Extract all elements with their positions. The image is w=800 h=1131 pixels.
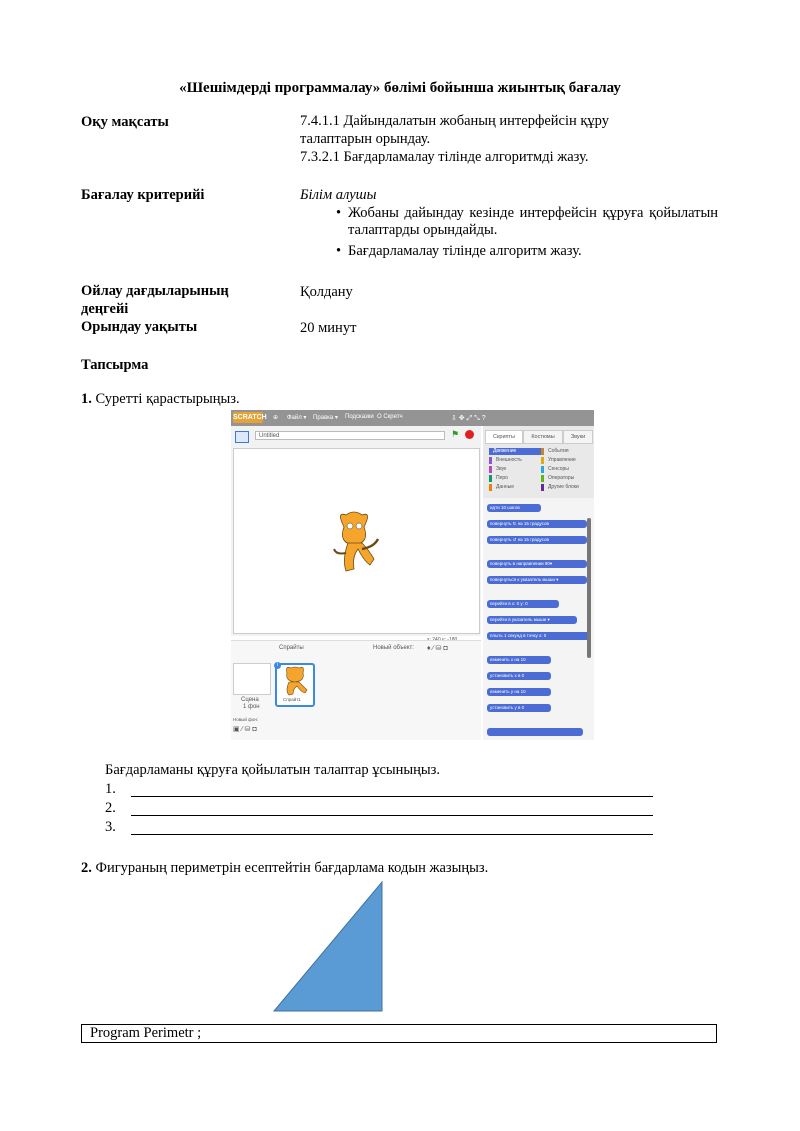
answer-number-3: 3.: [105, 819, 116, 835]
answer-line-1: [131, 796, 653, 797]
criteria-bullet-2: • Бағдарламалау тілінде алгоритм жазу.: [348, 243, 718, 260]
menu-tips: Подсказки: [345, 414, 374, 420]
category-pen: Перо: [489, 475, 508, 482]
new-object-label: Новый объект:: [373, 645, 414, 651]
new-backdrop-label: Новый фон:: [233, 717, 259, 722]
stage-canvas: [233, 448, 480, 634]
task-heading: Тапсырма: [81, 357, 149, 373]
menu-about: О Скретч: [377, 414, 403, 420]
tab-sounds: Звуки: [563, 430, 593, 444]
block-turn-left: повернуть ↺ на 15 градусов: [487, 536, 587, 544]
category-sensing: Сенсоры: [541, 466, 569, 473]
time-value: 20 минут: [300, 320, 357, 336]
criteria-label: Бағалау критерийі: [81, 187, 205, 203]
stage-label: Сцена: [241, 697, 259, 703]
category-more-blocks: Другие блоки: [541, 484, 579, 491]
task1-prompt: Бағдарламаны құруға қойылатын талаптар ұсыныңыз.: [105, 762, 440, 778]
answer-line-2: [131, 815, 653, 816]
answer-number-1: 1.: [105, 781, 116, 797]
scratch-menubar: [231, 410, 594, 426]
task2-line: [81, 860, 488, 877]
block-set-y: установить у в 0: [487, 704, 551, 712]
block-point-direction: повернуть в направлении 90▾: [487, 560, 587, 568]
block-point-towards: повернуться к указатель мыши ▾: [487, 576, 587, 584]
category-looks: Внешность: [489, 457, 522, 464]
category-data: Данные: [489, 484, 514, 491]
category-events: События: [541, 448, 569, 455]
new-backdrop-icons: ▣ ∕ ⛁ ◘: [233, 726, 257, 733]
tab-scripts: Скрипты: [485, 430, 523, 444]
scripts-area: [483, 498, 594, 740]
code-answer-box: Program Perimetr ;: [81, 1024, 717, 1043]
criteria-intro: Білім алушы: [300, 187, 377, 203]
block-go-to-xy: перейти в x: 0 y: 0: [487, 600, 559, 608]
tab-costumes: Костюмы: [523, 430, 563, 444]
block-palette: [483, 426, 594, 740]
block-change-x: изменить х на 10: [487, 656, 551, 664]
task2-text: Фигураның периметрін есептейтін бағдарлама кодын жазыңыз.: [95, 860, 489, 876]
stop-icon: [465, 430, 474, 439]
globe-icon: ⊕: [273, 415, 279, 421]
menu-edit: Правка ▾: [313, 415, 338, 421]
learning-goal-line-1: 7.4.1.1 Дайындалатын жобаның интерфейсін құру: [300, 113, 609, 129]
category-control: Управление: [541, 457, 576, 464]
block-turn-right: повернуть ↻ на 15 градусов: [487, 520, 587, 528]
task2-number: 2.: [81, 860, 92, 876]
thinking-label-2: деңгейі: [81, 301, 129, 317]
triangle-figure: [270, 878, 390, 1014]
sprites-label: Спрайты: [279, 645, 304, 651]
cat-thumbnail-icon: [277, 665, 313, 697]
page-title: «Шешімдерді программалау» бөлімі бойынша жиынтық бағалау: [179, 80, 621, 96]
stage-area: [231, 426, 481, 636]
toolbar-icons: ⇩ ✥ ⤢ ⤡ ?: [451, 415, 486, 422]
thinking-label-1: Ойлау дағдыларының: [81, 283, 229, 299]
thinking-value: Қолдану: [300, 284, 353, 300]
stage-thumbnail: [233, 663, 271, 695]
block-partial: [487, 728, 583, 736]
task1-number: 1.: [81, 391, 92, 407]
project-title-input: Untitled: [255, 431, 445, 440]
task1-text: Суретті қарастырыңыз.: [95, 391, 240, 407]
task1-line: [81, 391, 240, 408]
info-icon: i: [274, 662, 281, 669]
palette-scrollbar: [587, 518, 591, 658]
fullscreen-icon: [235, 431, 249, 443]
cat-sprite-icon: [234, 449, 479, 633]
sprites-pane: [231, 640, 481, 740]
sprite1-name: Спрайт1: [283, 697, 301, 702]
stage-backdrop-count: 1 фон: [243, 704, 260, 710]
category-motion: Движение: [489, 448, 541, 455]
block-set-x: установить х в 0: [487, 672, 551, 680]
answer-number-2: 2.: [105, 800, 116, 816]
learning-goal-label: Оқу мақсаты: [81, 114, 169, 130]
new-sprite-icons: ♦ ∕ ⛁ ◘: [427, 645, 448, 652]
learning-goal-line-3: 7.3.2.1 Бағдарламалау тілінде алгоритмді жазу.: [300, 149, 589, 165]
block-move: идти 10 шагов: [487, 504, 541, 512]
block-glide: плыть 1 секунд в точку x: 0: [487, 632, 591, 640]
block-change-y: изменить у на 10: [487, 688, 551, 696]
scratch-screenshot: [231, 410, 594, 740]
criteria-bullet-1: • Жобаны дайындау кезінде интерфейсін құруға қойылатын талаптарды орындайды.: [348, 205, 718, 239]
green-flag-icon: ⚑: [451, 429, 460, 439]
time-label: Орындау уақыты: [81, 319, 198, 335]
category-sound: Звук: [489, 466, 506, 473]
sprite1-thumbnail: [275, 663, 315, 707]
category-operators: Операторы: [541, 475, 574, 482]
answer-line-3: [131, 834, 653, 835]
block-go-to: перейти в указатель мыши ▾: [487, 616, 577, 624]
learning-goal-line-2: талаптарын орындау.: [300, 131, 431, 147]
scratch-logo: SCRATCH: [233, 414, 267, 421]
menu-file: Файл ▾: [287, 415, 307, 421]
